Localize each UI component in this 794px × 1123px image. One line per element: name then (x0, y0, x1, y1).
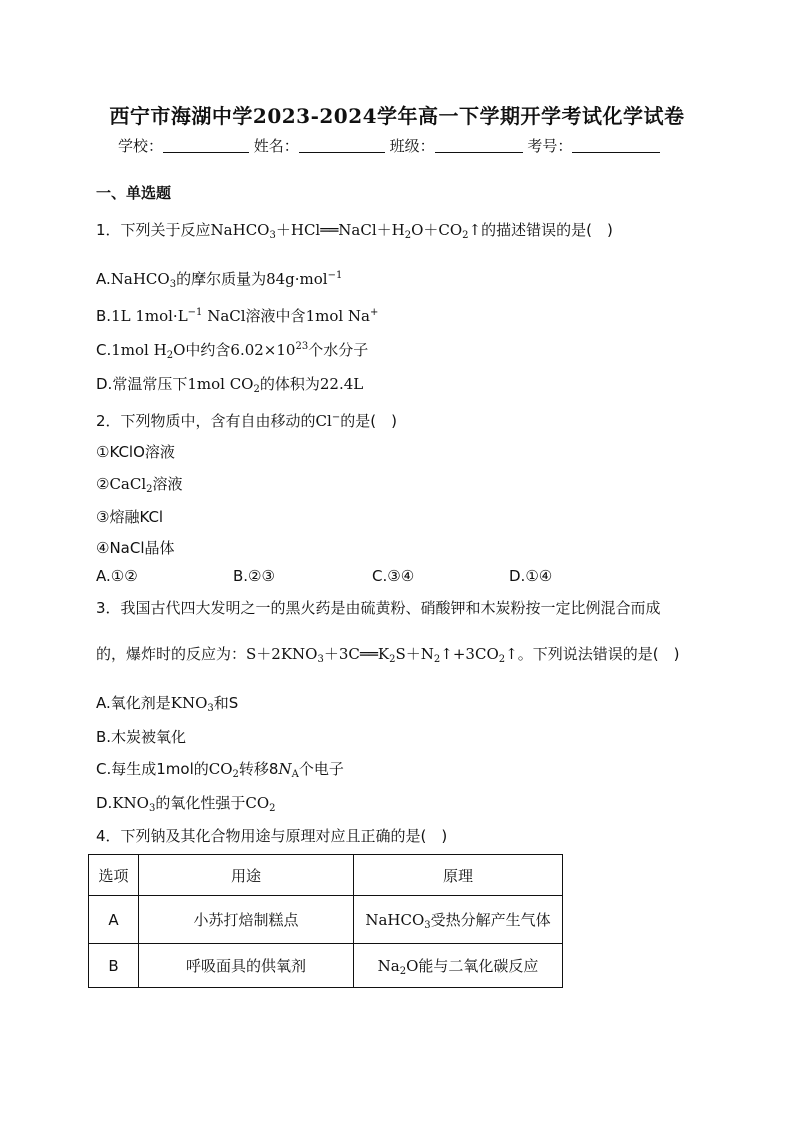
table-header-row (89, 855, 563, 896)
table-cell-option: B (89, 944, 139, 988)
q1-option-a: A.NaHCO$_3$的摩尔质量为84g·mol$^{-1}$ (96, 270, 343, 290)
q3-option-c: C.每生成1mol的$CO_2$转移$8N_A$个电子 (96, 760, 344, 780)
q2-stem: 2．下列物质中，含有自由移动的Cl−的是( ) (96, 412, 397, 430)
table-cell-principle: $Na_2O$能与二氧化碳反应 (354, 944, 563, 988)
q1-option-d: D.常温常压下1mol $CO_2$的体积为22.4L (96, 375, 364, 395)
q2-option-b: B.②③ (233, 567, 275, 585)
q2-item-4: ④NaCl晶体 (96, 539, 175, 557)
number-label: 考号： (527, 137, 573, 155)
q4-table (88, 854, 563, 988)
class-blank (435, 138, 523, 153)
table-header-cell: 用途 (139, 855, 354, 896)
school-label: 学校： (118, 137, 164, 155)
school-blank (163, 138, 249, 153)
q2-option-a: A.①② (96, 567, 138, 585)
q3-stem-line-1: 3．我国古代四大发明之一的黑火药是由硫黄粉、硝酸钾和木炭粉按一定比例混合而成 (96, 599, 661, 617)
table-cell-use: 呼吸面具的供氧剂 (139, 944, 354, 988)
q1-option-b: B.1L $1mol\cdot L^{-1}$ NaCl溶液中含1mol Na+ (96, 307, 379, 325)
number-blank (572, 138, 660, 153)
q2-item-2: ②CaCl$_2$溶液 (96, 475, 183, 495)
q3-option-a: A.氧化剂是$KNO_3$和S (96, 694, 239, 714)
q1-option-c: C.1mol $H_2O$中约含$6.02\times 10^{23}$个水分子 (96, 341, 369, 361)
table-header-cell: 选项 (89, 855, 139, 896)
student-info-line (118, 135, 660, 156)
q3-option-b: B.木炭被氧化 (96, 728, 187, 746)
table-cell-option: A (89, 896, 139, 944)
table-cell-use: 小苏打焙制糕点 (139, 896, 354, 944)
q2-option-c: C.③④ (372, 567, 415, 585)
table-row (89, 896, 563, 944)
q3-option-d: $D.KNO_3$的氧化性强于$CO_2$ (96, 794, 276, 814)
q2-item-1: ①KClO溶液 (96, 443, 175, 461)
q4-stem: 4．下列钠及其化合物用途与原理对应且正确的是( ) (96, 827, 448, 845)
q1-stem: 1．下列关于反应$NaHCO_3+HCl══NaCl+H_2O+CO_2↑$的描述错误的是( ) (96, 221, 613, 241)
section-heading: 一、单选题 (96, 184, 172, 202)
q1-equation: $NaHCO_3+HCl══NaCl+H_2O+CO_2↑$ (210, 221, 482, 241)
table-row (89, 944, 563, 988)
name-blank (299, 138, 385, 153)
class-label: 班级： (389, 137, 435, 155)
table-header-cell: 原理 (354, 855, 563, 896)
q3-stem-line-2: 的，爆炸时的反应为：$S+2KNO_3+3C══K_2S+N_2↑+3CO_2↑$。下列说法错误的是( ) (96, 645, 680, 665)
exam-title: 西宁市海湖中学2023-2024学年高一下学期开学考试化学试卷 (109, 104, 685, 128)
name-label: 姓名： (253, 137, 299, 155)
q2-item-3: ③熔融KCl (96, 508, 164, 526)
table-cell-principle: NaHCO$_3$受热分解产生气体 (354, 896, 563, 944)
q2-option-d: D.①④ (509, 567, 553, 585)
q3-equation: $S+2KNO_3+3C══K_2S+N_2↑+3CO_2↑$ (246, 645, 518, 665)
